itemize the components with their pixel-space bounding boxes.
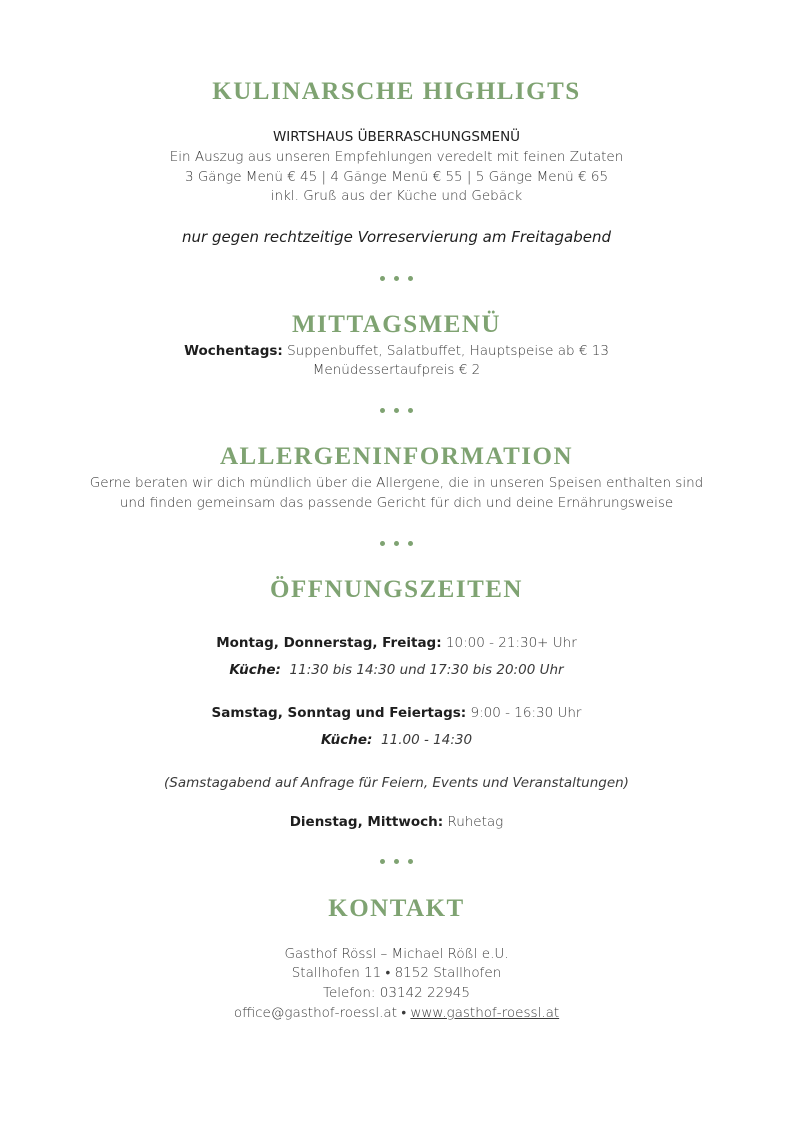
reservation-note: nur gegen rechtzeitige Vorreservierung am Freitagabend (182, 228, 611, 246)
hours-weekend (0, 704, 793, 724)
kitchen-weekdays-label: Küche: (229, 662, 281, 678)
menu-title: WIRTSHAUS ÜBERRASCHUNGSMENÜ (272, 129, 521, 145)
hours-weekdays-label: Montag, Donnerstag, Freitag: (216, 635, 442, 651)
dessert-surcharge: Menüdessertaufpreis € 2 (312, 362, 481, 378)
contact-separator: • (401, 1005, 407, 1021)
contact-email[interactable]: office@gasthof-roessl.at (233, 1005, 398, 1021)
section-heading-zeiten: ÖFFNUNGSZEITEN (270, 576, 523, 603)
contact-address: Stallhofen 11 • 8152 Stallhofen (291, 965, 502, 981)
divider-dots (380, 408, 413, 414)
menu-inclusions: inkl. Gruß aus der Küche und Gebäck (270, 188, 523, 204)
lunch-text: Suppenbuffet, Salatbuffet, Hauptspeise ab € 13 (287, 343, 609, 359)
events-note: (Samstagabend auf Anfrage für Feiern, Events und Veranstaltungen) (164, 775, 629, 791)
divider-dots (380, 276, 413, 282)
kitchen-weekend (0, 731, 793, 751)
allergen-text-line1: Gerne beraten wir dich mündlich über die Allergene, die in unseren Speisen enthalten sind (89, 475, 704, 491)
contact-online (0, 1004, 793, 1024)
section-heading-allergen: ALLERGENINFORMATION (219, 443, 574, 470)
closed-days-label: Dienstag, Mittwoch: (289, 814, 444, 830)
divider-dots (380, 859, 413, 865)
website-link[interactable]: www.gasthof-roessl.at (410, 1005, 560, 1021)
hours-weekend-time: 9:00 - 16:30 Uhr (470, 705, 582, 721)
contact-phone: Telefon: 03142 22945 (323, 985, 470, 1001)
hours-weekend-label: Samstag, Sonntag und Feiertags: (211, 705, 467, 721)
section-heading-highlights: KULINARSCHE HIGHLIGTS (212, 78, 581, 105)
kitchen-weekdays (0, 661, 793, 681)
hours-weekdays-time: 10:00 - 21:30+ Uhr (445, 635, 577, 651)
menu-prices: 3 Gänge Menü € 45 | 4 Gänge Menü € 55 | 5 Gänge Menü € 65 (184, 169, 609, 185)
lunch-info (0, 342, 793, 362)
section-heading-mittag: MITTAGSMENÜ (291, 311, 502, 338)
closed-days (0, 813, 793, 833)
kitchen-weekend-label: Küche: (320, 732, 373, 748)
allergen-text-line2: und finden gemeinsam das passende Gericht für dich und deine Ernährungsweise (119, 495, 674, 511)
lunch-label: Wochentags: (184, 343, 283, 359)
contact-name: Gasthof Rössl – Michael Rößl e.U. (284, 946, 509, 962)
kitchen-weekdays-time: 11:30 bis 14:30 und 17:30 bis 20:00 Uhr (289, 662, 564, 678)
divider-dots (380, 541, 413, 547)
closed-days-text: Ruhetag (447, 814, 504, 830)
kitchen-weekend-time: 11.00 - 14:30 (381, 732, 473, 748)
menu-description: Ein Auszug aus unseren Empfehlungen veredelt mit feinen Zutaten (169, 149, 624, 165)
section-heading-kontakt: KONTAKT (328, 895, 465, 922)
hours-weekdays (0, 634, 793, 654)
